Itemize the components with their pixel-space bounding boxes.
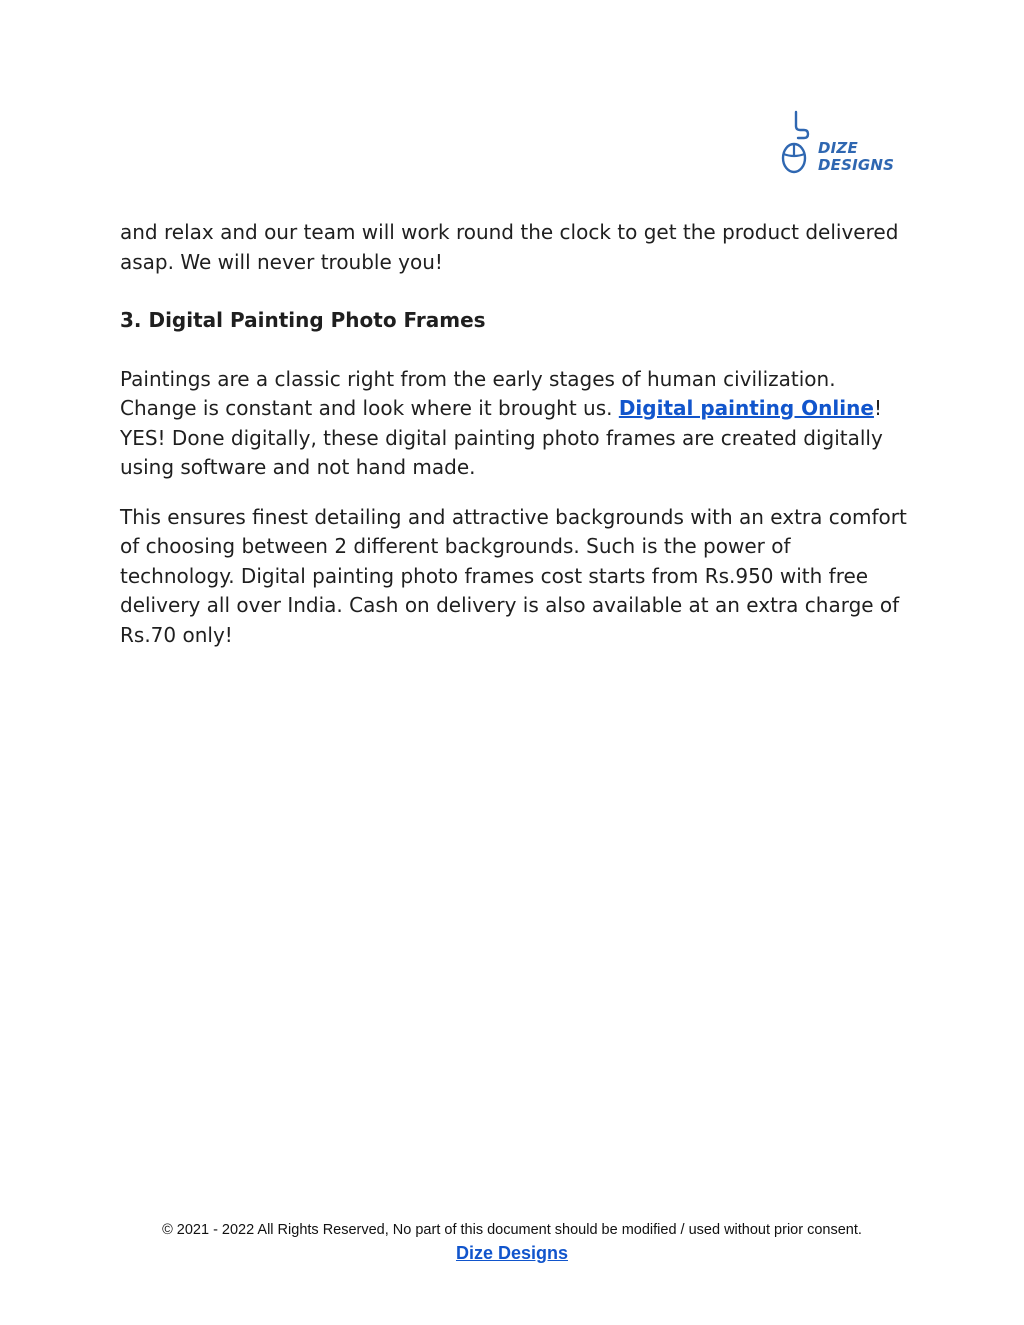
section-heading: 3. Digital Painting Photo Frames <box>120 308 486 332</box>
intro-paragraph: and relax and our team will work round the clock to get the product delivered asap. We will never trouble you! <box>120 220 899 274</box>
logo-wordmark <box>818 140 894 174</box>
logo-line-1: DIZE <box>818 139 858 157</box>
dize-designs-logo <box>778 108 908 180</box>
footer <box>0 1220 1024 1264</box>
logo-line-2: DESIGNS <box>818 156 895 174</box>
copyright-notice: © 2021 - 2022 All Rights Reserved, No part of this document should be modified / used without prior consent. <box>162 1222 862 1238</box>
paintings-paragraph <box>120 365 910 483</box>
paintings-paragraph-text-start: Paintings are a classic right from the early stages of human civilization. Change is constant and look where it brought us. <box>120 366 836 420</box>
paintings-paragraph-text-end: ! YES! Done digitally, these digital painting photo frames are created digitally using software and not hand made. <box>120 396 883 479</box>
detailing-paragraph: This ensures finest detailing and attractive backgrounds with an extra comfort of choosing between 2 different backgrounds. Such is the power of technology. Digital painting photo frames cost starts from Rs.950 with free delivery all over India. Cash on delivery is also available at an extra charge of Rs.70 only! <box>120 504 907 647</box>
dize-designs-footer-link[interactable]: Dize Designs <box>455 1243 569 1263</box>
document-body <box>120 218 910 650</box>
digital-painting-online-link[interactable]: Digital painting Online <box>618 396 874 420</box>
mouse-cable-icon <box>778 108 818 180</box>
